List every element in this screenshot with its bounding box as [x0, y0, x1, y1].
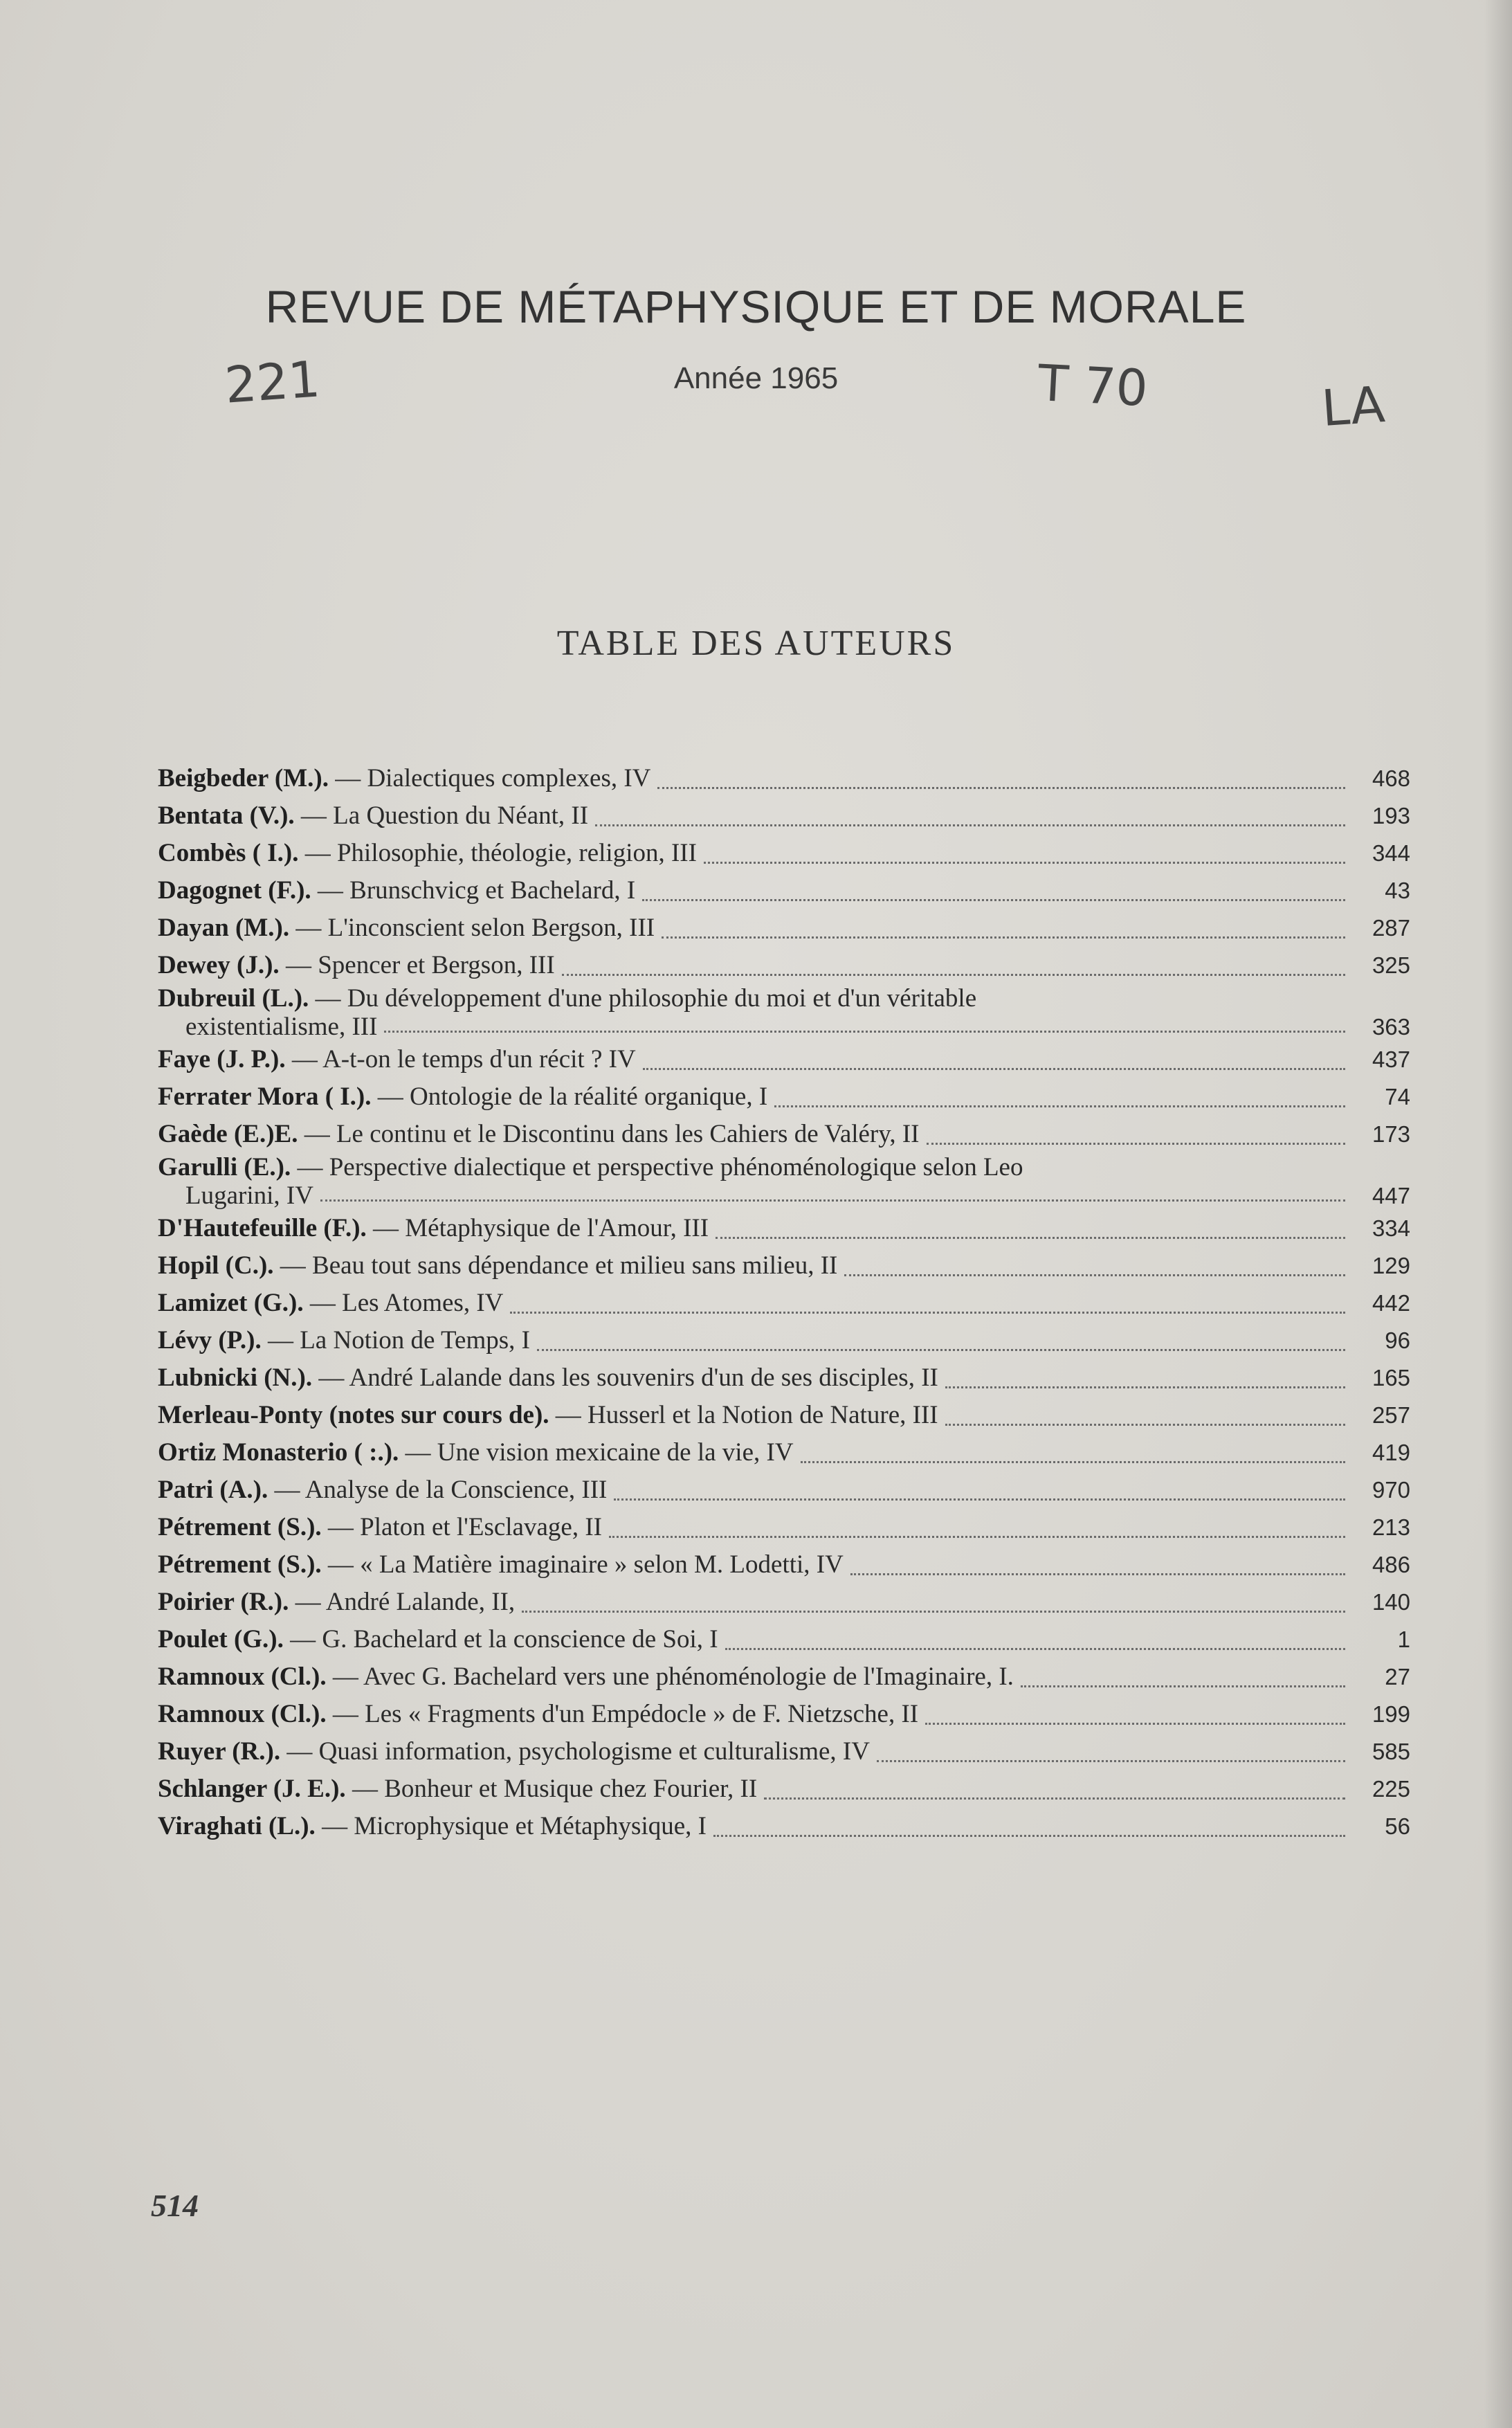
article-title-continued: existentialisme, III [185, 1013, 378, 1041]
index-entry [158, 1153, 1410, 1210]
article-title: — Philosophie, théologie, religion, III [304, 839, 697, 867]
entry-text [158, 1397, 1355, 1434]
dot-leader [844, 1274, 1345, 1276]
page-reference: 213 [1372, 1514, 1410, 1540]
entry-text [158, 760, 1355, 797]
article-title: — Dialectiques complexes, IV [335, 764, 651, 792]
index-entry [158, 1078, 1410, 1116]
dot-leader [320, 1199, 1345, 1202]
page-reference: 165 [1372, 1365, 1410, 1390]
index-entry [158, 1247, 1410, 1285]
author-name: Poulet (G.). [158, 1625, 284, 1654]
page-reference: 56 [1385, 1813, 1410, 1839]
entry-line [158, 1285, 503, 1322]
handwritten-annotation: 221 [223, 350, 322, 415]
entry-line [158, 872, 635, 909]
entry-text [158, 1584, 1355, 1621]
index-entry [158, 760, 1410, 797]
author-name: D'Hautefeuille (F.). [158, 1214, 367, 1242]
author-name: Faye (J. P.). [158, 1045, 286, 1073]
page-reference: 140 [1372, 1589, 1410, 1615]
dot-leader [595, 824, 1345, 826]
index-entry [158, 984, 1410, 1041]
entry-line [158, 1733, 870, 1770]
page-reference: 27 [1385, 1664, 1410, 1689]
dot-leader [384, 1030, 1345, 1033]
index-entry [158, 947, 1410, 984]
article-title: — Platon et l'Esclavage, II [327, 1513, 602, 1541]
index-entry [158, 909, 1410, 947]
article-title: — André Lalande dans les souvenirs d'un de ses disciples, II [318, 1364, 938, 1392]
index-entry [158, 1584, 1410, 1621]
article-title: — Quasi information, psychologisme et culturalisme, IV [286, 1737, 870, 1766]
handwritten-annotation: LA [1320, 374, 1387, 438]
entry-text [158, 947, 1355, 984]
entry-text [158, 1770, 1355, 1808]
author-name: Viraghati (L.). [158, 1812, 316, 1840]
entry-text [158, 797, 1355, 835]
article-title: — Une vision mexicaine de la vie, IV [405, 1438, 794, 1467]
index-entry [158, 1471, 1410, 1509]
entry-text [158, 1434, 1355, 1471]
entry-text [158, 984, 1410, 1041]
page-reference: 585 [1372, 1739, 1410, 1764]
entry-line [158, 1584, 515, 1621]
index-entry [158, 1434, 1410, 1471]
article-title: — Les Atomes, IV [309, 1289, 504, 1317]
dot-leader [945, 1386, 1345, 1388]
entry-text [158, 1546, 1355, 1584]
entry-second-line [158, 1182, 1410, 1210]
entry-text [158, 1509, 1355, 1546]
entry-text [158, 1359, 1355, 1397]
author-name: Dagognet (F.). [158, 876, 311, 905]
author-name: Gaède (E.)E. [158, 1120, 298, 1148]
author-name: Lévy (P.). [158, 1326, 262, 1355]
article-title: — La Question du Néant, II [300, 801, 589, 830]
page-reference: 970 [1372, 1477, 1410, 1503]
dot-leader [877, 1759, 1345, 1762]
index-entry [158, 1621, 1410, 1658]
index-entry [158, 1322, 1410, 1359]
entry-text [158, 835, 1355, 872]
author-name: Combès ( I.). [158, 839, 299, 867]
entry-text [158, 1696, 1355, 1733]
article-title: — L'inconscient selon Bergson, III [295, 914, 655, 942]
index-entry [158, 1359, 1410, 1397]
entry-text [158, 1322, 1355, 1359]
entry-text [158, 1153, 1410, 1210]
entry-line [158, 1116, 920, 1153]
page-reference: 363 [1372, 1014, 1410, 1040]
entry-text [158, 909, 1355, 947]
page-reference: 447 [1372, 1183, 1410, 1208]
article-title: — Les « Fragments d'un Empédocle » de F. Nietzsche, II [332, 1700, 919, 1728]
index-entry [158, 1509, 1410, 1546]
page-reference: 486 [1372, 1552, 1410, 1577]
article-title: — Microphysique et Métaphysique, I [322, 1812, 707, 1840]
author-name: Dayan (M.). [158, 914, 290, 942]
index-entry [158, 872, 1410, 909]
dot-leader [657, 786, 1345, 789]
index-entry [158, 1546, 1410, 1584]
entry-text [158, 1733, 1355, 1770]
publication-year: Année 1965 [673, 361, 839, 395]
dot-leader [801, 1460, 1345, 1463]
index-entry [158, 1770, 1410, 1808]
article-title: — Brunschvicg et Bachelard, I [317, 876, 636, 905]
index-entry [158, 1397, 1410, 1434]
entry-line [158, 797, 588, 835]
page-reference: 344 [1372, 840, 1410, 866]
page-reference: 199 [1372, 1701, 1410, 1727]
article-title-continued: Lugarini, IV [185, 1181, 313, 1210]
entry-line [158, 1696, 918, 1733]
entry-text [158, 1471, 1355, 1509]
article-title: — La Notion de Temps, I [267, 1326, 530, 1355]
dot-leader [1021, 1685, 1345, 1687]
article-title: — Le continu et le Discontinu dans les Cahiers de Valéry, II [304, 1120, 920, 1148]
page-number: 514 [151, 2188, 199, 2223]
article-title: — Spencer et Bergson, III [285, 951, 555, 979]
page-reference: 437 [1372, 1047, 1410, 1072]
entry-text [158, 1658, 1355, 1696]
author-name: Garulli (E.). [158, 1153, 291, 1181]
dot-leader [642, 898, 1345, 901]
page-reference: 74 [1385, 1084, 1410, 1109]
article-title: — Bonheur et Musique chez Fourier, II [352, 1775, 758, 1803]
author-name: Dubreuil (L.). [158, 984, 309, 1013]
dot-leader [925, 1722, 1345, 1725]
article-title: — André Lalande, II, [295, 1588, 516, 1616]
author-name: Pétrement (S.). [158, 1513, 322, 1541]
dot-leader [537, 1348, 1345, 1351]
page-reference: 442 [1372, 1290, 1410, 1316]
page-reference: 325 [1372, 952, 1410, 978]
dot-leader [713, 1834, 1345, 1837]
author-name: Ruyer (R.). [158, 1737, 281, 1766]
page-reference: 129 [1372, 1253, 1410, 1278]
page-reference: 43 [1385, 878, 1410, 903]
dot-leader [643, 1067, 1345, 1070]
dot-leader [562, 973, 1345, 976]
entry-line [158, 1509, 602, 1546]
entry-line [158, 1621, 718, 1658]
page-reference: 334 [1372, 1215, 1410, 1241]
entry-line [158, 1770, 757, 1808]
dot-leader [850, 1573, 1345, 1575]
dot-leader [716, 1236, 1345, 1239]
entry-line [158, 947, 555, 984]
entry-line [158, 1041, 636, 1078]
article-title: — A-t-on le temps d'un récit ? IV [291, 1045, 636, 1073]
article-title: — Métaphysique de l'Amour, III [373, 1214, 709, 1242]
author-name: Schlanger (J. E.). [158, 1775, 346, 1803]
dot-leader [774, 1105, 1345, 1107]
author-name: Patri (A.). [158, 1476, 268, 1504]
entry-line [158, 909, 655, 947]
page-reference: 96 [1385, 1328, 1410, 1353]
index-entry [158, 1733, 1410, 1770]
dot-leader [614, 1498, 1345, 1501]
entry-line [158, 1247, 837, 1285]
entry-second-line [158, 1013, 1410, 1041]
article-title: — Analyse de la Conscience, III [274, 1476, 608, 1504]
entry-text [158, 1116, 1355, 1153]
dot-leader [609, 1535, 1345, 1538]
author-name: Ramnoux (Cl.). [158, 1700, 327, 1728]
index-entry [158, 1808, 1410, 1845]
author-name: Ortiz Monasterio ( :.). [158, 1438, 399, 1467]
index-entry [158, 1285, 1410, 1322]
article-title: — Du développement d'une philosophie du moi et d'un véritable [315, 984, 977, 1013]
page-reference: 225 [1372, 1776, 1410, 1802]
author-name: Merleau-Ponty (notes sur cours de). [158, 1401, 549, 1429]
entry-text [158, 1247, 1355, 1285]
page-reference: 1 [1397, 1627, 1410, 1652]
entry-text [158, 1808, 1355, 1845]
entry-text [158, 1078, 1355, 1116]
dot-leader [945, 1423, 1345, 1426]
author-name: Pétrement (S.). [158, 1550, 322, 1579]
page-reference: 419 [1372, 1440, 1410, 1465]
article-title: — Beau tout sans dépendance et milieu sans milieu, II [280, 1251, 838, 1280]
index-entry [158, 1210, 1410, 1247]
journal-title: REVUE DE MÉTAPHYSIQUE ET DE MORALE [265, 281, 1247, 332]
section-title: TABLE DES AUTEURS [556, 624, 956, 663]
author-name: Lubnicki (N.). [158, 1364, 313, 1392]
entry-line [158, 1210, 709, 1247]
entry-line [158, 1546, 844, 1584]
entry-line [158, 1808, 707, 1845]
entry-text [158, 1285, 1355, 1322]
dot-leader [927, 1142, 1346, 1145]
article-title: — « La Matière imaginaire » selon M. Lodetti, IV [327, 1550, 844, 1579]
entry-text [158, 872, 1355, 909]
page-reference: 173 [1372, 1121, 1410, 1147]
dot-leader [510, 1311, 1345, 1314]
index-entry [158, 1041, 1410, 1078]
author-name: Lamizet (G.). [158, 1289, 304, 1317]
author-name: Dewey (J.). [158, 951, 280, 979]
entry-line [158, 835, 697, 872]
handwritten-annotation: T 70 [1036, 353, 1149, 418]
entry-line [158, 1471, 607, 1509]
dot-leader [725, 1647, 1345, 1650]
entry-text [158, 1621, 1355, 1658]
page-reference: 287 [1372, 915, 1410, 941]
index-entry [158, 835, 1410, 872]
author-name: Bentata (V.). [158, 801, 295, 830]
index-entry [158, 1116, 1410, 1153]
entry-line [158, 1434, 794, 1471]
entry-text [158, 1210, 1355, 1247]
page-reference: 257 [1372, 1402, 1410, 1428]
entry-first-line [158, 984, 1410, 1013]
author-name: Ramnoux (Cl.). [158, 1663, 327, 1691]
author-name: Poirier (R.). [158, 1588, 289, 1616]
author-name: Beigbeder (M.). [158, 764, 329, 792]
index-entry [158, 1696, 1410, 1733]
index-entry [158, 1658, 1410, 1696]
entry-line [158, 1322, 530, 1359]
page-reference: 468 [1372, 765, 1410, 791]
entry-line [158, 1078, 767, 1116]
entry-first-line [158, 1153, 1410, 1182]
article-title: — G. Bachelard et la conscience de Soi, I [290, 1625, 718, 1654]
dot-leader [662, 936, 1345, 939]
dot-leader [764, 1797, 1345, 1800]
article-title: — Avec G. Bachelard vers une phénoménologie de l'Imaginaire, I. [332, 1663, 1014, 1691]
index-entry [158, 797, 1410, 835]
entry-line [158, 1397, 938, 1434]
page-reference: 193 [1372, 803, 1410, 828]
entry-line [158, 760, 650, 797]
article-title: — Ontologie de la réalité organique, I [377, 1082, 768, 1111]
article-title: — Husserl et la Notion de Nature, III [555, 1401, 938, 1429]
entry-line [158, 1658, 1014, 1696]
author-name: Hopil (C.). [158, 1251, 274, 1280]
dot-leader [704, 861, 1345, 864]
dot-leader [522, 1610, 1345, 1613]
author-name: Ferrater Mora ( I.). [158, 1082, 372, 1111]
author-index [158, 760, 1410, 1845]
entry-line [158, 1359, 938, 1397]
entry-text [158, 1041, 1355, 1078]
article-title: — Perspective dialectique et perspective phénoménologique selon Leo [297, 1153, 1023, 1181]
